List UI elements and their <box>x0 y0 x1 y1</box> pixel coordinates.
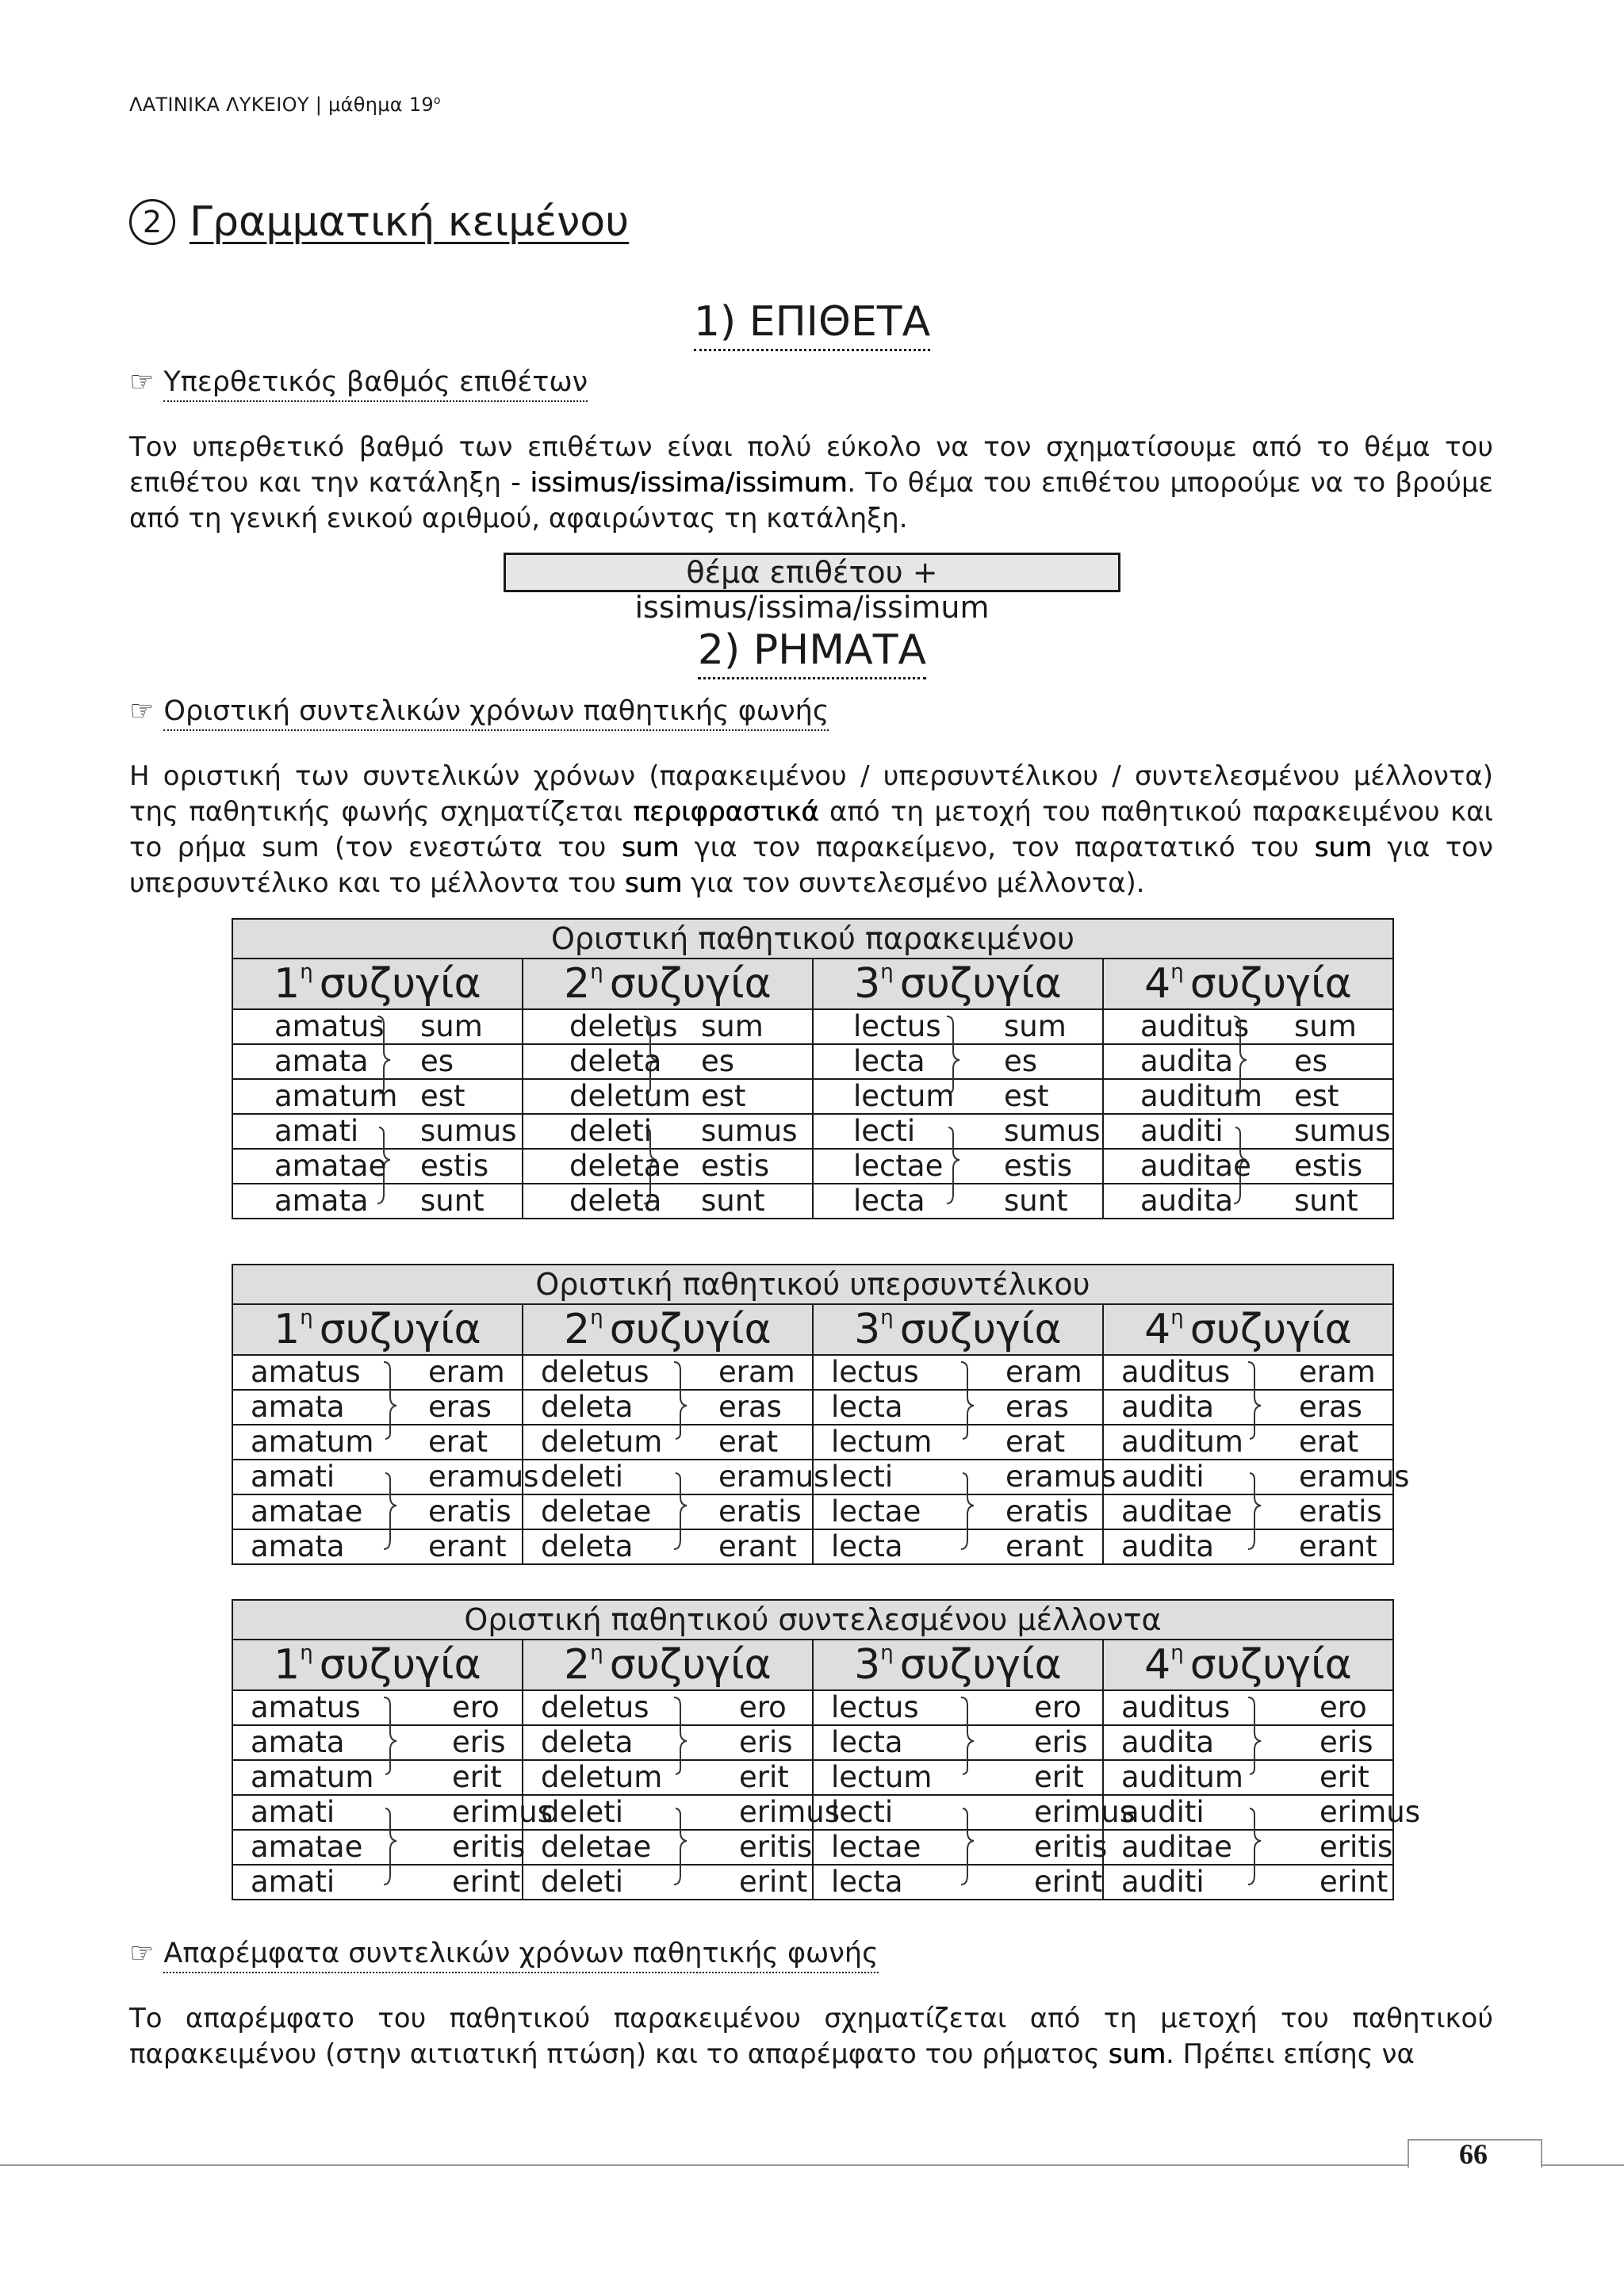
participle-form: amatum <box>251 1760 374 1794</box>
table-cell <box>523 1044 813 1079</box>
auxiliary-verb-form: eras <box>718 1390 782 1424</box>
table-cell <box>1103 1725 1393 1760</box>
participle-form: audita <box>1121 1725 1215 1759</box>
auxiliary-verb-form: sunt <box>701 1184 765 1218</box>
auxiliary-verb-form: estis <box>701 1149 770 1183</box>
page-number: 66 <box>1459 2138 1488 2170</box>
auxiliary-verb-form: erat <box>718 1425 779 1459</box>
auxiliary-verb-form: eramus <box>718 1460 829 1494</box>
table-row <box>232 1795 1393 1830</box>
auxiliary-verb-form: es <box>1294 1044 1328 1078</box>
auxiliary-verb-form: erat <box>1005 1425 1066 1459</box>
table-cell <box>813 1425 1103 1460</box>
table-cell <box>232 1355 523 1390</box>
participle-form: deletus <box>541 1355 649 1389</box>
section-title <box>129 198 629 246</box>
participle-form: auditum <box>1121 1760 1243 1794</box>
auxiliary-verb-form: eras <box>1005 1390 1069 1424</box>
table-cell <box>232 1149 523 1184</box>
subheading-superlative: ☞ Υπερθετικός βαθμός επιθέτων <box>129 366 588 398</box>
table-cell <box>523 1355 813 1390</box>
conjugation-column-header: $3^\eta$ συζυγία <box>813 959 1103 1009</box>
conjugation-column-header: $3^\eta$ συζυγία <box>813 1304 1103 1355</box>
auxiliary-verb-form: erant <box>1005 1529 1084 1563</box>
table-row <box>232 1149 1393 1184</box>
table-cell <box>523 1865 813 1900</box>
auxiliary-verb-form: eram <box>1299 1355 1376 1389</box>
table-cell <box>232 1830 526 1865</box>
conjugation-column-header: $1^\eta$ συζυγία <box>232 1304 523 1355</box>
table-perfect-indicative <box>232 918 1394 1219</box>
auxiliary-verb-form: eris <box>739 1725 793 1759</box>
table-cell <box>232 1184 523 1219</box>
participle-form: deleta <box>569 1044 662 1078</box>
auxiliary-verb-form: sunt <box>1294 1184 1358 1218</box>
table-cell <box>232 1044 523 1079</box>
subheading-perfect-passive: ☞ Οριστική συντελικών χρόνων παθητικής φωνής <box>129 695 829 727</box>
conjugation-column-header: $2^\eta$ συζυγία <box>523 1640 813 1690</box>
participle-form: deletum <box>541 1425 663 1459</box>
participle-form: auditi <box>1121 1460 1205 1494</box>
participle-form: deletum <box>569 1079 691 1113</box>
auxiliary-verb-form: sumus <box>1294 1114 1391 1148</box>
auxiliary-verb-form: sunt <box>420 1184 485 1218</box>
table-row <box>232 1079 1393 1114</box>
auxiliary-verb-form: estis <box>1294 1149 1363 1183</box>
heading-verbs: 2) ΡΗΜΑΤΑ <box>0 626 1624 674</box>
conjugation-column-header: $2^\eta$ συζυγία <box>523 1304 813 1355</box>
participle-form: audita <box>1140 1184 1234 1218</box>
auxiliary-verb-form: eras <box>428 1390 492 1424</box>
auxiliary-verb-form: erint <box>1034 1865 1103 1899</box>
auxiliary-verb-form: eris <box>452 1725 506 1759</box>
conjugation-column-header: $4^\eta$ συζυγία <box>1103 1304 1393 1355</box>
participle-form: deletae <box>569 1149 680 1183</box>
auxiliary-verb-form: erimus <box>1034 1795 1136 1829</box>
section-number-badge: 2 <box>129 199 175 245</box>
table-cell <box>523 1830 813 1865</box>
participle-form: auditi <box>1140 1114 1224 1148</box>
table-cell <box>813 1529 1103 1564</box>
table-cell <box>813 1760 1103 1795</box>
conjugation-column-header: $4^\eta$ συζυγία <box>1103 1640 1393 1690</box>
auxiliary-verb-form: estis <box>420 1149 489 1183</box>
auxiliary-verb-form: sum <box>701 1009 764 1043</box>
table-cell <box>523 1690 813 1725</box>
table-cell <box>1103 1184 1393 1219</box>
auxiliary-verb-form: est <box>1294 1079 1339 1113</box>
table-cell <box>232 1494 523 1529</box>
table-pluperfect-indicative <box>232 1264 1410 1565</box>
participle-form: amatus <box>251 1355 361 1389</box>
auxiliary-verb-form: est <box>420 1079 465 1113</box>
participle-form: amatus <box>274 1009 385 1043</box>
participle-form: amata <box>274 1184 369 1218</box>
table-cell <box>813 1795 1136 1830</box>
auxiliary-verb-form: eratis <box>428 1494 511 1529</box>
pointing-hand-icon: ☞ <box>129 695 155 727</box>
auxiliary-verb-form: eram <box>718 1355 795 1389</box>
table-cell <box>1103 1830 1393 1865</box>
table-cell <box>523 1390 813 1425</box>
table-cell <box>813 1009 1103 1044</box>
table-cell <box>523 1795 841 1830</box>
table-caption: Οριστική παθητικού συντελεσμένου μέλλοντα <box>232 1600 1393 1640</box>
table-cell <box>1103 1865 1393 1900</box>
table-cell <box>813 1830 1108 1865</box>
table-cell <box>1103 1795 1421 1830</box>
participle-form: amata <box>251 1725 345 1759</box>
participle-form: amata <box>251 1390 345 1424</box>
participle-form: lecta <box>831 1529 903 1563</box>
table-row <box>232 1529 1393 1564</box>
participle-form: lectus <box>831 1690 919 1724</box>
table-cell <box>523 1425 813 1460</box>
pointing-hand-icon: ☞ <box>129 366 155 398</box>
table-cell <box>523 1494 813 1529</box>
auxiliary-verb-form: eramus <box>1005 1460 1116 1494</box>
table-cell <box>813 1079 1103 1114</box>
participle-form: deleta <box>541 1725 634 1759</box>
table-future-perfect-indicative <box>232 1599 1421 1900</box>
auxiliary-verb-form: sumus <box>701 1114 798 1148</box>
auxiliary-verb-form: est <box>701 1079 746 1113</box>
auxiliary-verb-form: ero <box>739 1690 787 1724</box>
table-cell <box>1103 1390 1393 1425</box>
table-cell <box>523 1149 813 1184</box>
table-cell <box>813 1865 1103 1900</box>
auxiliary-verb-form: eritis <box>1320 1830 1393 1864</box>
table-cell <box>1103 1114 1393 1149</box>
table-row <box>232 1494 1393 1529</box>
auxiliary-verb-form: eritis <box>452 1830 526 1864</box>
auxiliary-verb-form: eramus <box>1299 1460 1410 1494</box>
participle-form: amati <box>251 1865 335 1899</box>
auxiliary-verb-form: erit <box>1034 1760 1084 1794</box>
participle-form: amatae <box>274 1149 387 1183</box>
participle-form: deleta <box>569 1184 662 1218</box>
table-cell <box>232 1529 523 1564</box>
participle-form: lectum <box>853 1079 955 1113</box>
participle-form: lectae <box>853 1149 944 1183</box>
table-row <box>232 1390 1393 1425</box>
participle-form: deleta <box>541 1390 634 1424</box>
participle-form: amati <box>251 1795 335 1829</box>
participle-form: lecta <box>853 1184 925 1218</box>
table-cell <box>1103 1690 1393 1725</box>
table-cell <box>232 1114 523 1149</box>
participle-form: amata <box>251 1529 345 1563</box>
participle-form: auditae <box>1121 1830 1232 1864</box>
table-cell <box>523 1529 813 1564</box>
participle-form: auditus <box>1121 1690 1231 1724</box>
participle-form: amati <box>251 1460 335 1494</box>
table-row <box>232 1460 1393 1494</box>
participle-form: lecta <box>831 1725 903 1759</box>
participle-form: amatae <box>251 1830 363 1864</box>
auxiliary-verb-form: erit <box>452 1760 502 1794</box>
table-cell <box>1103 1079 1393 1114</box>
participle-form: lectum <box>831 1760 933 1794</box>
auxiliary-verb-form: erimus <box>1320 1795 1421 1829</box>
participle-form: deleti <box>569 1114 653 1148</box>
table-cell <box>1103 1355 1393 1390</box>
table-cell <box>1103 1149 1393 1184</box>
auxiliary-verb-form: sumus <box>1004 1114 1101 1148</box>
participle-form: deleti <box>541 1795 624 1829</box>
table-row <box>232 1044 1393 1079</box>
participle-form: lectus <box>831 1355 919 1389</box>
running-header: ΛΑΤΙΝΙΚΑ ΛΥΚΕΙΟΥ | μάθημα $19^o$ <box>129 94 441 116</box>
auxiliary-verb-form: erant <box>1299 1529 1377 1563</box>
participle-form: auditus <box>1140 1009 1250 1043</box>
auxiliary-verb-form: sum <box>420 1009 483 1043</box>
table-cell <box>813 1390 1103 1425</box>
participle-form: deleti <box>541 1460 624 1494</box>
table-cell <box>813 1494 1103 1529</box>
auxiliary-verb-form: estis <box>1004 1149 1073 1183</box>
table-cell <box>813 1690 1103 1725</box>
auxiliary-verb-form: erint <box>1320 1865 1388 1899</box>
paragraph-perfect-passive: Η οριστική των συντελικών χρόνων (παρακειμένου / υπερσυντέλικου / συντελεσμένου μέλλοντα) της παθητικής φωνής σχηματίζεται περιφραστικά από τη μετοχή του παθητικού παρακειμένου και το ρήμα sum (τον ενεστώτα του sum για τον παρακείμενο, τον παρατατικό του sum για τον υπερσυντέλικο και το μέλλοντα του sum για τον συντελεσμένο μέλλοντα). <box>129 760 1493 899</box>
table-cell <box>232 1795 553 1830</box>
auxiliary-verb-form: sum <box>1294 1009 1357 1043</box>
auxiliary-verb-form: sumus <box>420 1114 517 1148</box>
formula-box: θέμα επιθέτου + issimus/issima/issimum <box>504 553 1120 592</box>
participle-form: lecta <box>831 1865 903 1899</box>
conjugation-column-header: $4^\eta$ συζυγία <box>1103 959 1393 1009</box>
table-row <box>232 1114 1393 1149</box>
participle-form: deletum <box>541 1760 663 1794</box>
participle-form: amatum <box>274 1079 398 1113</box>
participle-form: amati <box>274 1114 359 1148</box>
table-cell <box>813 1460 1116 1494</box>
auxiliary-verb-form: eritis <box>1034 1830 1108 1864</box>
table-cell <box>523 1079 813 1114</box>
table-row <box>232 1760 1393 1795</box>
auxiliary-verb-form: eram <box>428 1355 505 1389</box>
participle-form: deletae <box>541 1494 652 1529</box>
table-cell <box>523 1725 813 1760</box>
auxiliary-verb-form: erint <box>452 1865 521 1899</box>
table-caption: Οριστική παθητικού παρακειμένου <box>232 919 1393 959</box>
participle-form: lecti <box>831 1795 894 1829</box>
auxiliary-verb-form: erimus <box>452 1795 553 1829</box>
participle-form: auditae <box>1140 1149 1251 1183</box>
participle-form: lectum <box>831 1425 933 1459</box>
table-cell <box>813 1044 1103 1079</box>
subheading-perfect-infinitives: ☞ Απαρέμφατα συντελικών χρόνων παθητικής φωνής <box>129 1938 879 1969</box>
participle-form: lecti <box>853 1114 916 1148</box>
auxiliary-verb-form: erit <box>739 1760 789 1794</box>
table-cell <box>232 1760 523 1795</box>
table-cell <box>1103 1494 1393 1529</box>
conjugation-column-header: $1^\eta$ συζυγία <box>232 959 523 1009</box>
auxiliary-verb-form: eris <box>1320 1725 1373 1759</box>
participle-form: lecti <box>831 1460 894 1494</box>
table-cell <box>232 1865 523 1900</box>
table-cell <box>1103 1425 1393 1460</box>
auxiliary-verb-form: est <box>1004 1079 1049 1113</box>
participle-form: auditus <box>1121 1355 1231 1389</box>
table-cell <box>232 1725 523 1760</box>
auxiliary-verb-form: eratis <box>1299 1494 1382 1529</box>
table-cell <box>523 1760 813 1795</box>
auxiliary-verb-form: eras <box>1299 1390 1362 1424</box>
auxiliary-verb-form: eratis <box>1005 1494 1089 1529</box>
table-cell <box>1103 1529 1393 1564</box>
participle-form: amatum <box>251 1425 374 1459</box>
auxiliary-verb-form: sum <box>1004 1009 1067 1043</box>
participle-form: amatae <box>251 1494 363 1529</box>
paragraph-superlative: Τον υπερθετικό βαθμό των επιθέτων είναι πολύ εύκολο να τον σχηματίσουμε από το θέμα του επιθέτου και την κατάληξη - issimus/issima/issimum. Το θέμα του επιθέτου μπορούμε να το βρούμε από τη γενική ενικού αριθμού, αφαιρώντας τη κατάληξη. <box>129 431 1493 534</box>
table-cell <box>232 1390 523 1425</box>
heading-adjectives: 1) ΕΠΙΘΕΤΑ <box>0 298 1624 346</box>
auxiliary-verb-form: es <box>701 1044 735 1078</box>
auxiliary-verb-form: ero <box>452 1690 500 1724</box>
table-cell <box>232 1460 539 1494</box>
participle-form: deletus <box>541 1690 649 1724</box>
table-cell <box>1103 1044 1393 1079</box>
participle-form: auditi <box>1121 1865 1205 1899</box>
table-cell <box>523 1114 813 1149</box>
table-row <box>232 1830 1393 1865</box>
table-cell <box>232 1425 523 1460</box>
table-cell <box>813 1184 1103 1219</box>
table-cell <box>232 1690 523 1725</box>
auxiliary-verb-form: erant <box>428 1529 507 1563</box>
participle-form: audita <box>1121 1529 1215 1563</box>
auxiliary-verb-form: erat <box>1299 1425 1359 1459</box>
table-cell <box>1103 1460 1410 1494</box>
auxiliary-verb-form: eris <box>1034 1725 1088 1759</box>
participle-form: deleta <box>541 1529 634 1563</box>
auxiliary-verb-form: es <box>1004 1044 1038 1078</box>
table-cell <box>232 1079 523 1114</box>
table-cell <box>523 1009 813 1044</box>
table-cell <box>813 1149 1103 1184</box>
participle-form: auditum <box>1121 1425 1243 1459</box>
participle-form: amatus <box>251 1690 361 1724</box>
participle-form: deleti <box>541 1865 624 1899</box>
auxiliary-verb-form: erint <box>739 1865 808 1899</box>
participle-form: lectae <box>831 1830 921 1864</box>
auxiliary-verb-form: erat <box>428 1425 488 1459</box>
table-row <box>232 1355 1393 1390</box>
table-cell <box>813 1114 1103 1149</box>
conjugation-column-header: $3^\eta$ συζυγία <box>813 1640 1103 1690</box>
auxiliary-verb-form: sunt <box>1004 1184 1068 1218</box>
participle-form: deletae <box>541 1830 652 1864</box>
footer-rule <box>0 2164 1624 2166</box>
participle-form: auditae <box>1121 1494 1232 1529</box>
table-cell <box>813 1725 1103 1760</box>
conjugation-column-header: $1^\eta$ συζυγία <box>232 1640 523 1690</box>
conjugation-column-header: $2^\eta$ συζυγία <box>523 959 813 1009</box>
auxiliary-verb-form: eramus <box>428 1460 539 1494</box>
pointing-hand-icon: ☞ <box>129 1938 155 1969</box>
table-row <box>232 1690 1393 1725</box>
auxiliary-verb-form: ero <box>1034 1690 1082 1724</box>
table-cell <box>1103 1009 1393 1044</box>
paragraph-perfect-infinitives: Το απαρέμφατο του παθητικού παρακειμένου σχηματίζεται από τη μετοχή του παθητικού παρακειμένου (στην αιτιατική πτώση) και το απαρέμφατο του ρήματος sum. Πρέπει επίσης να <box>129 2003 1493 2070</box>
participle-form: auditi <box>1121 1795 1205 1829</box>
auxiliary-verb-form: ero <box>1320 1690 1367 1724</box>
auxiliary-verb-form: erit <box>1320 1760 1369 1794</box>
participle-form: audita <box>1140 1044 1234 1078</box>
participle-form: audita <box>1121 1390 1215 1424</box>
table-row <box>232 1865 1393 1900</box>
participle-form: lecta <box>853 1044 925 1078</box>
table-row <box>232 1725 1393 1760</box>
participle-form: lectae <box>831 1494 921 1529</box>
table-caption: Οριστική παθητικού υπερσυντέλικου <box>232 1265 1393 1304</box>
section-title-text: Γραμματική κειμένου <box>190 198 630 246</box>
auxiliary-verb-form: eritis <box>739 1830 813 1864</box>
table-row <box>232 1425 1393 1460</box>
participle-form: lecta <box>831 1390 903 1424</box>
table-cell <box>813 1355 1103 1390</box>
table-cell <box>523 1184 813 1219</box>
table-row <box>232 1009 1393 1044</box>
auxiliary-verb-form: eratis <box>718 1494 802 1529</box>
participle-form: deletus <box>569 1009 678 1043</box>
participle-form: lectus <box>853 1009 941 1043</box>
table-cell <box>232 1009 523 1044</box>
auxiliary-verb-form: eram <box>1005 1355 1082 1389</box>
auxiliary-verb-form: erant <box>718 1529 797 1563</box>
participle-form: auditum <box>1140 1079 1262 1113</box>
table-cell <box>523 1460 829 1494</box>
auxiliary-verb-form: erimus <box>739 1795 841 1829</box>
participle-form: amata <box>274 1044 369 1078</box>
auxiliary-verb-form: es <box>420 1044 454 1078</box>
table-row <box>232 1184 1393 1219</box>
table-cell <box>1103 1760 1393 1795</box>
